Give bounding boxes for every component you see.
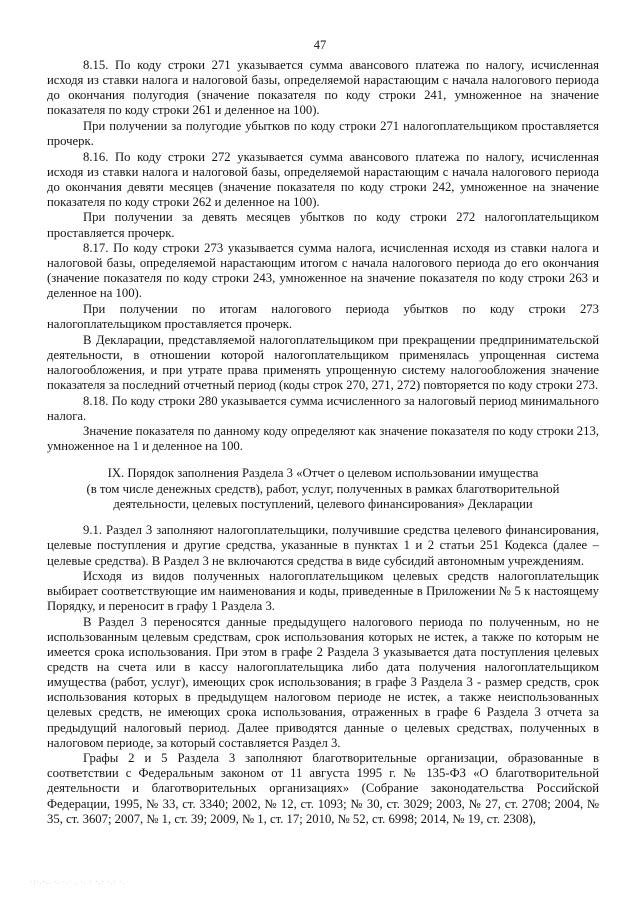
paragraph-9-1-codes: Исходя из видов полученных налогоплательщиком целевых средств налогоплательщик выбирает соответствующие им наименования и коды, приведенные в Приложении № 5 к настоящему Порядку, и переносит в графу 1 Раздела 3. bbox=[47, 569, 599, 614]
paragraph-8-18: 8.18. По коду строки 280 указывается сумма исчисленного за налоговый период минимального налога. bbox=[47, 393, 599, 423]
paragraph-8-17-loss: При получении по итогам налогового периода убытков по коду строки 273 налогоплательщиком проставляется прочерк. bbox=[47, 302, 599, 332]
document-body bbox=[47, 58, 599, 827]
paragraph-8-16-loss: При получении за девять месяцев убытков по коду строки 272 налогоплательщиком проставляется прочерк. bbox=[47, 210, 599, 240]
paragraph-8-15-loss: При получении за полугодие убытков по коду строки 271 налогоплательщиком проставляется прочерк. bbox=[47, 118, 599, 148]
paragraph-8-17: 8.17. По коду строки 273 указывается сумма налога, исчисленная исходя из ставки налога и налоговой базы, определяемой нарастающим итогом с начала налогового периода до его окончания (значение показателя по коду строки 243, умноженное на значение показателя по коду строки 263 и деленное на 100). bbox=[47, 241, 599, 301]
paragraph-9-1-transfer: В Раздел 3 переносятся данные предыдущего налогового периода по полученным, но не использованным целевым средствам, срок использования которых не истек, а также по которым не имеется срока использования. При этом в графе 2 Раздела 3 указывается дата поступления целевых средств на счета или в кассу налогоплательщика либо дата получения налогоплательщиком имущества (работ, услуг), имеющих срок использования; в графе 3 Раздела 3 - размер средств, срок использования которых в предыдущем налоговом периоде не истек, а также неиспользованных целевых средств, не имеющих срока использования, отраженных в графе 6 Раздела 3 отчета за предыдущий налоговый период. Далее приводятся данные о целевых средствах, полученных в налоговом периоде, за который составляется Раздел 3. bbox=[47, 614, 599, 750]
scan-watermark: ·:·.·.. ·. ·.· . ·. · ·.· ·.· ·. bbox=[30, 878, 126, 886]
page-number: 47 bbox=[313, 38, 327, 52]
heading-line: деятельности, целевых поступлений, целевого финансирования» Декларации bbox=[113, 497, 533, 512]
heading-line: IX. Порядок заполнения Раздела 3 «Отчет о целевом использовании имущества bbox=[107, 466, 539, 481]
paragraph-9-1: 9.1. Раздел 3 заполняют налогоплательщики, получившие средства целевого финансирования, целевые поступления и другие средства, указанные в пунктах 1 и 2 статьи 251 Кодекса (далее – целевые средства). В Раздел 3 не включаются средства в виде субсидий автономным учреждениям. bbox=[47, 523, 599, 568]
paragraph-8-18-value: Значение показателя по данному коду определяют как значение показателя по коду строки 213, умноженное на 1 и деленное на 100. bbox=[47, 424, 599, 454]
paragraph-8-16: 8.16. По коду строки 272 указывается сумма авансового платежа по налогу, исчисленная исходя из ставки налога и налоговой базы, определяемой нарастающим с начала налогового периода до окончания девяти месяцев (значение показателя по коду строки 242, умноженное на значение показателя по коду строки 262 и деленное на 100). bbox=[47, 149, 599, 209]
paragraph-9-1-columns: Графы 2 и 5 Раздела 3 заполняют благотворительные организации, образованные в соответствии с Федеральным законом от 11 августа 1995 г. № 135-ФЗ «О благотворительной деятельности и благотворительных организациях» (Собрание законодательства Российской Федерации, 1995, № 33, ст. 3340; 2002, № 12, ст. 1093; № 30, ст. 3029; 2003, № 27, ст. 2708; 2004, № 35, ст. 3607; 2007, № 1, ст. 39; 2009, № 1, ст. 17; 2010, № 52, ст. 6998; 2014, № 19, ст. 2308), bbox=[47, 751, 599, 826]
section-heading bbox=[47, 466, 599, 512]
paragraph-8-15: 8.15. По коду строки 271 указывается сумма авансового платежа по налогу, исчисленная исходя из ставки налога и налоговой базы, определяемой нарастающим с начала налогового периода до окончания полугодия (значение показателя по коду строки 241, умноженное на значение показателя по коду строки 261 и деленное на 100). bbox=[47, 58, 599, 118]
paragraph-8-17-declaration: В Декларации, представляемой налогоплательщиком при прекращении предпринимательской деятельности, в отношении которой налогоплательщиком применялась упрощенная система налогообложения, и при утрате права применять упрощенную систему налогообложения значение показателя за последний отчетный период (коды строк 270, 271, 272) повторяется по коду строки 273. bbox=[47, 332, 599, 392]
heading-line: (в том числе денежных средств), работ, услуг, полученных в рамках благотворительной bbox=[86, 481, 560, 496]
